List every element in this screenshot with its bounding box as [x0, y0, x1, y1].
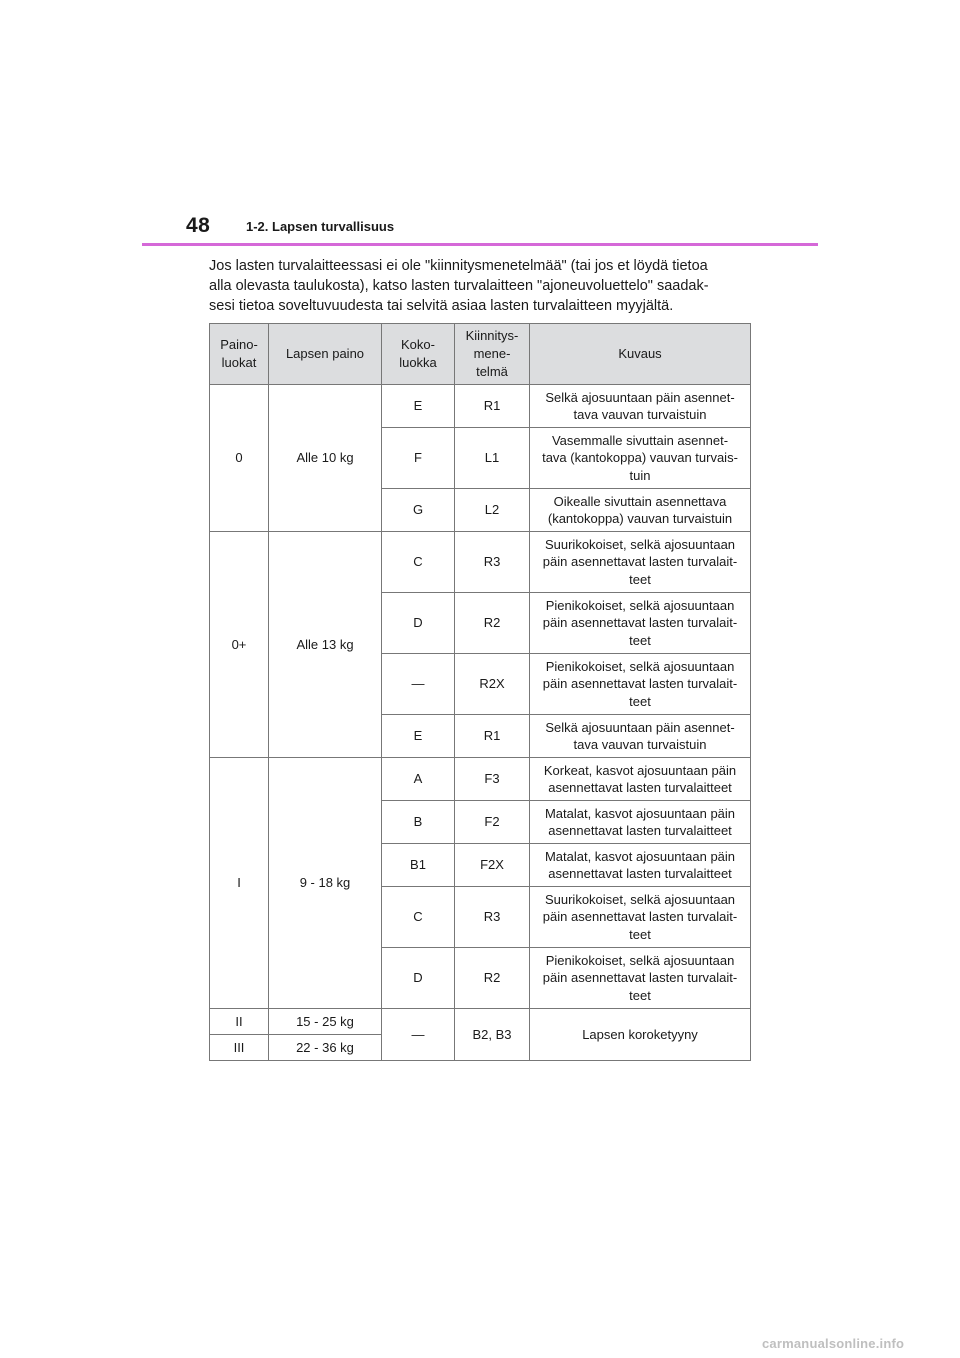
description-cell: Vasemmalle sivuttain asennet- tava (kantokoppa) vauvan turvais- tuin [530, 428, 751, 489]
description-cell: Korkeat, kasvot ajosuuntaan päin asennettavat lasten turvalaitteet [530, 758, 751, 801]
description-cell: Lapsen koroketyyny [530, 1009, 751, 1061]
table-header-row [210, 324, 751, 385]
child-weight-cell: 22 - 36 kg [269, 1035, 382, 1061]
size-cell: D [382, 948, 455, 1009]
fixture-cell: L2 [455, 489, 530, 532]
description-cell: Pienikokoiset, selkä ajosuuntaan päin asennettavat lasten turvalait- teet [530, 593, 751, 654]
page-number: 48 [186, 214, 211, 237]
child-weight-cell: Alle 13 kg [269, 532, 382, 758]
table-row [210, 385, 751, 428]
description-cell: Pienikokoiset, selkä ajosuuntaan päin asennettavat lasten turvalait- teet [530, 948, 751, 1009]
intro-line: sesi tietoa soveltuvuudesta tai selvitä asiaa lasten turvalaitteen myyjältä. [209, 298, 674, 314]
size-cell: E [382, 385, 455, 428]
size-cell: C [382, 532, 455, 593]
description-cell: Suurikokoiset, selkä ajosuuntaan päin asennettavat lasten turvalait- teet [530, 887, 751, 948]
fixture-cell: B2, B3 [455, 1009, 530, 1061]
child-weight-cell: Alle 10 kg [269, 385, 382, 532]
header-fixture: Kiinnitys- mene- telmä [455, 324, 530, 385]
table-row [210, 758, 751, 801]
description-cell: Oikealle sivuttain asennettava (kantokoppa) vauvan turvaistuin [530, 489, 751, 532]
fixture-cell: R3 [455, 532, 530, 593]
table-row [210, 1009, 751, 1035]
size-cell: A [382, 758, 455, 801]
description-cell: Selkä ajosuuntaan päin asennet- tava vauvan turvaistuin [530, 385, 751, 428]
description-cell: Selkä ajosuuntaan päin asennet- tava vauvan turvaistuin [530, 715, 751, 758]
table-row [210, 532, 751, 593]
description-cell: Matalat, kasvot ajosuuntaan päin asennettavat lasten turvalaitteet [530, 844, 751, 887]
description-cell: Matalat, kasvot ajosuuntaan päin asennettavat lasten turvalaitteet [530, 801, 751, 844]
fixture-cell: R1 [455, 715, 530, 758]
size-cell: — [382, 654, 455, 715]
description-cell: Pienikokoiset, selkä ajosuuntaan päin asennettavat lasten turvalait- teet [530, 654, 751, 715]
fixture-cell: F3 [455, 758, 530, 801]
fixture-cell: F2 [455, 801, 530, 844]
size-cell: C [382, 887, 455, 948]
weight-class-cell: I [210, 758, 269, 1009]
fixture-cell: R2 [455, 948, 530, 1009]
header-description: Kuvaus [530, 324, 751, 385]
intro-line: Jos lasten turvalaitteessasi ei ole "kiinnitysmenetelmää" (tai jos et löydä tietoa [209, 258, 708, 274]
intro-line: alla olevasta taulukosta), katso lasten turvalaitteen "ajoneuvoluettelo" saadak- [209, 278, 709, 294]
watermark: carmanualsonline.info [762, 1336, 905, 1351]
intro-paragraph [209, 256, 769, 316]
description-cell: Suurikokoiset, selkä ajosuuntaan päin asennettavat lasten turvalait- teet [530, 532, 751, 593]
size-cell: — [382, 1009, 455, 1061]
weight-class-cell: 0 [210, 385, 269, 532]
header-rule [142, 243, 818, 246]
child-seat-table [209, 323, 751, 1061]
fixture-cell: R2 [455, 593, 530, 654]
header-weight-class: Paino- luokat [210, 324, 269, 385]
section-title: 1-2. Lapsen turvallisuus [246, 219, 395, 234]
weight-class-cell: 0+ [210, 532, 269, 758]
size-cell: B1 [382, 844, 455, 887]
fixture-cell: R2X [455, 654, 530, 715]
header-child-weight: Lapsen paino [269, 324, 382, 385]
header-size-class: Koko- luokka [382, 324, 455, 385]
child-weight-cell: 9 - 18 kg [269, 758, 382, 1009]
fixture-cell: R1 [455, 385, 530, 428]
size-cell: G [382, 489, 455, 532]
fixture-cell: F2X [455, 844, 530, 887]
weight-class-cell: II [210, 1009, 269, 1035]
child-weight-cell: 15 - 25 kg [269, 1009, 382, 1035]
fixture-cell: L1 [455, 428, 530, 489]
weight-class-cell: III [210, 1035, 269, 1061]
size-cell: E [382, 715, 455, 758]
size-cell: D [382, 593, 455, 654]
size-cell: F [382, 428, 455, 489]
fixture-cell: R3 [455, 887, 530, 948]
size-cell: B [382, 801, 455, 844]
